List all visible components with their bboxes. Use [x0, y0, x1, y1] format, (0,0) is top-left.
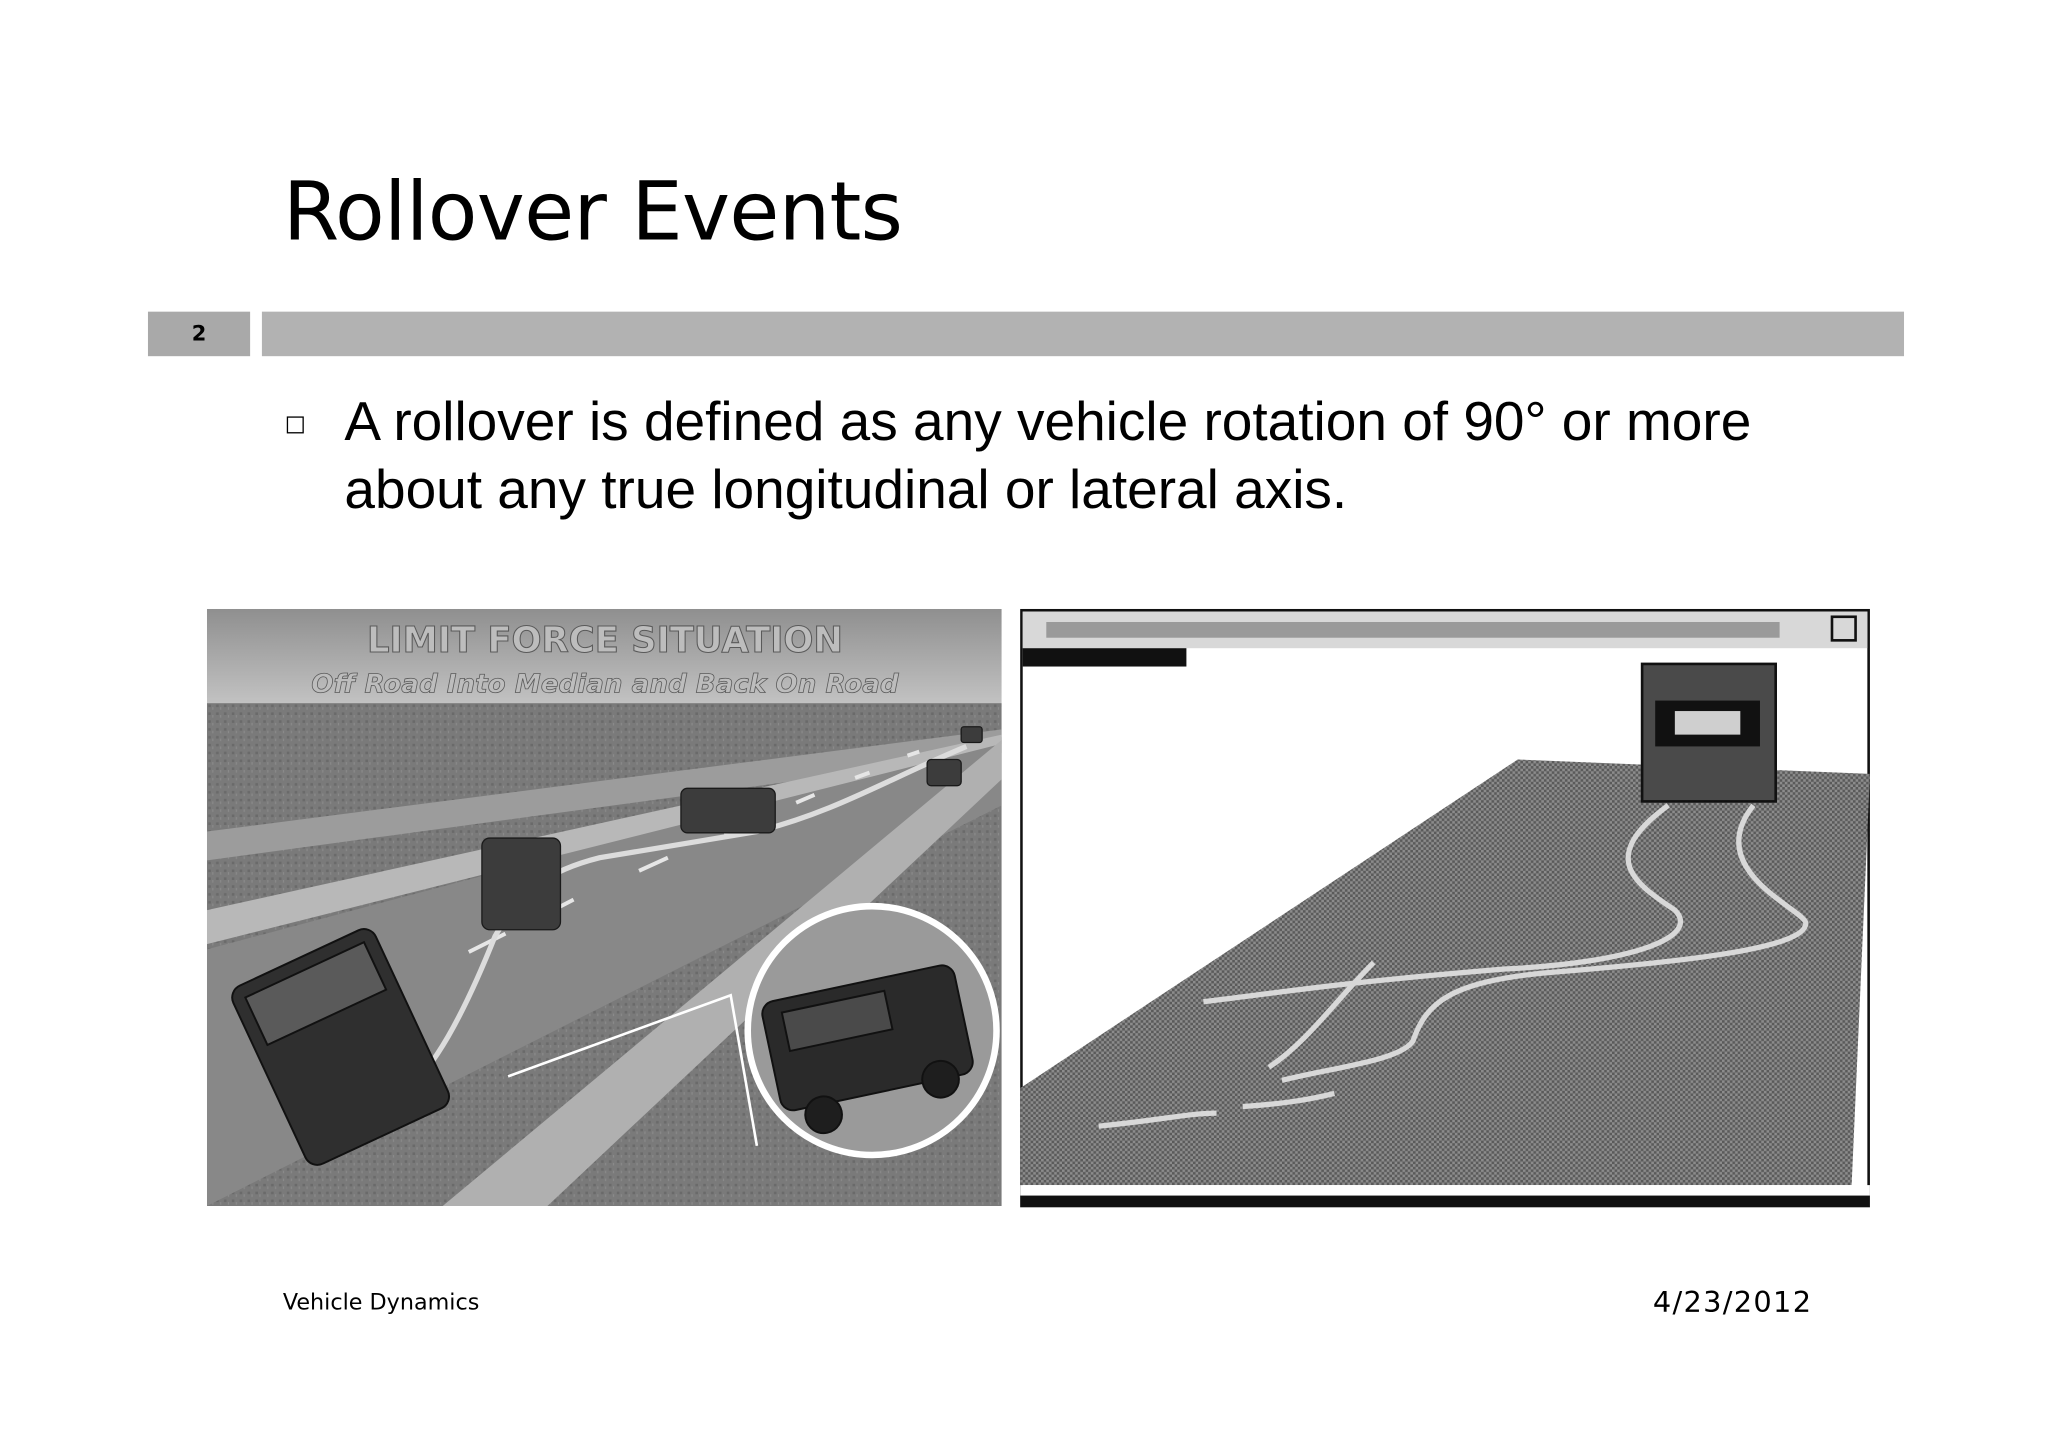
figure-heading: LIMIT FORCE SITUATION	[366, 620, 844, 662]
slide-title: Rollover Events	[282, 163, 903, 260]
limit-force-illustration	[207, 609, 1002, 1206]
figure-subheading: Off Road Into Median and Back On Road	[311, 669, 899, 700]
footer-date: 4/23/2012	[1652, 1287, 1813, 1320]
title-divider-bar	[262, 312, 1904, 357]
hollow-square-bullet-icon	[287, 416, 304, 433]
footer-course-title: Vehicle Dynamics	[282, 1289, 480, 1317]
simulation-screenshot	[1020, 609, 1870, 1207]
slide-number: 2	[191, 320, 207, 346]
bullet-text: A rollover is defined as any vehicle rotation of 90° or more about any true longitudinal or lateral axis.	[344, 390, 1752, 520]
